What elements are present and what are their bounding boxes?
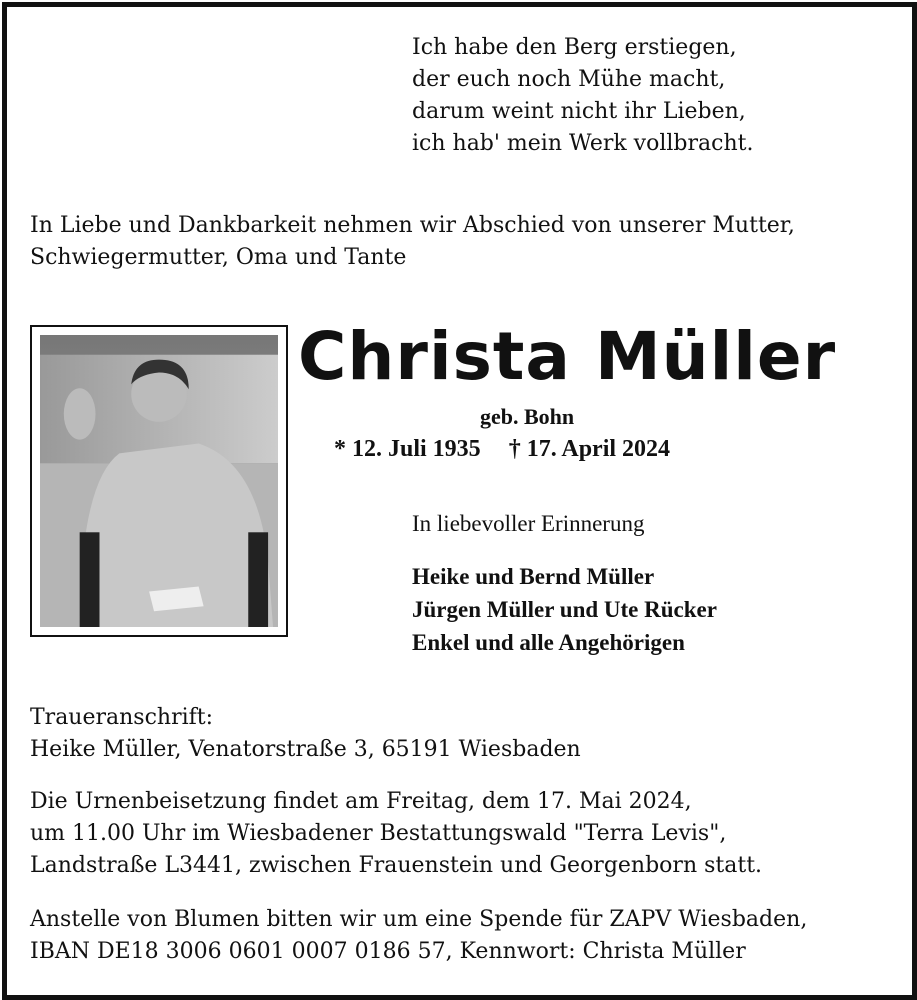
burial-info [30,786,762,882]
portrait-photo [30,325,288,637]
deceased-name: Christa Müller [298,318,837,395]
poem-line: der euch noch Mühe macht, [412,67,726,92]
death-date: † 17. April 2024 [508,436,671,462]
family-member: Enkel und alle Angehörigen [412,630,685,655]
intro-line: In Liebe und Dankbarkeit nehmen wir Abschied von unserer Mutter, [30,213,795,238]
family-member: Heike und Bernd Müller [412,564,655,589]
family-member: Jürgen Müller und Ute Rücker [412,597,717,622]
birth-date: * 12. Juli 1935 [334,436,481,462]
poem-line: darum weint nicht ihr Lieben, [412,99,746,124]
address-line: Heike Müller, Venatorstraße 3, 65191 Wiesbaden [30,737,581,762]
burial-line: um 11.00 Uhr im Wiesbadener Bestattungswald "Terra Levis", [30,821,727,846]
donation-info [30,904,807,968]
poem-line: ich hab' mein Werk vollbracht. [412,131,754,156]
donation-line: Anstelle von Blumen bitten wir um eine Spende für ZAPV Wiesbaden, [30,907,808,932]
birth-name: geb. Bohn [480,404,575,429]
life-dates [334,436,670,463]
poem-line: Ich habe den Berg erstiegen, [412,35,737,60]
remembrance-text: In liebevoller Erinnerung [412,511,645,536]
mourning-address [30,702,581,766]
family-list [412,560,717,659]
burial-line: Landstraße L3441, zwischen Frauenstein und Georgenborn statt. [30,853,763,878]
donation-line: IBAN DE18 3006 0601 0007 0186 57, Kennwort: Christa Müller [30,939,746,964]
burial-line: Die Urnenbeisetzung findet am Freitag, dem 17. Mai 2024, [30,789,692,814]
poem [412,32,753,160]
intro-line: Schwiegermutter, Oma und Tante [30,245,407,270]
intro-text [30,210,795,274]
address-label: Traueranschrift: [30,705,214,730]
